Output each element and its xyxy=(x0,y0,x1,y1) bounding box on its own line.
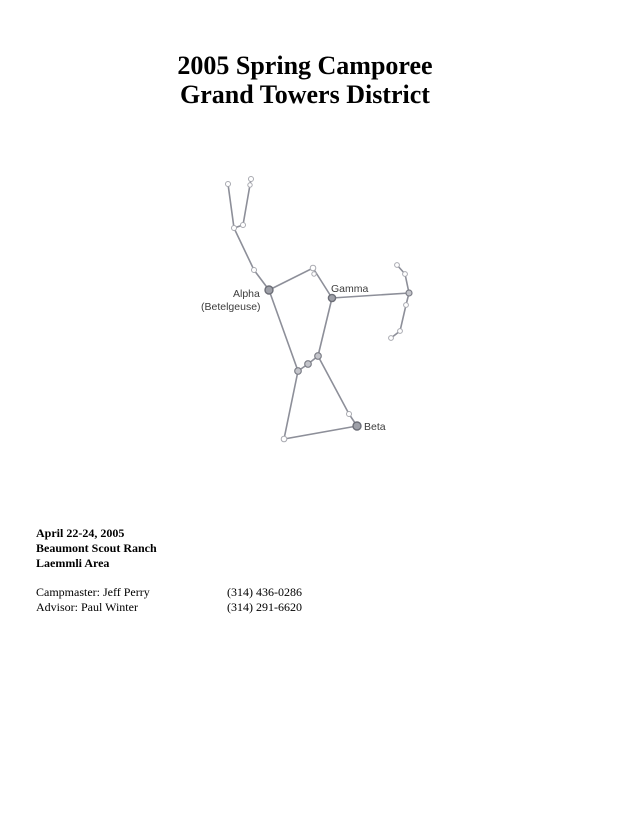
alpha-to-belt-line xyxy=(269,290,298,371)
alpha-sublabel: (Betelgeuse) xyxy=(201,301,261,313)
star xyxy=(389,336,394,341)
star xyxy=(232,226,237,231)
star xyxy=(249,177,254,182)
star xyxy=(347,412,352,417)
star xyxy=(248,183,252,187)
contact-row xyxy=(36,600,356,615)
event-info xyxy=(36,526,157,571)
page-title-line-2: Grand Towers District xyxy=(180,80,430,109)
star xyxy=(310,265,316,271)
belt-star xyxy=(315,353,322,360)
star xyxy=(252,268,257,273)
star xyxy=(312,272,316,276)
arm-to-alpha-line xyxy=(234,228,269,290)
star xyxy=(406,290,412,296)
star xyxy=(226,182,231,187)
gamma-to-belt-line xyxy=(318,298,332,356)
event-area: Laemmli Area xyxy=(36,556,110,570)
beta-star xyxy=(353,422,361,430)
alpha-star xyxy=(265,286,273,294)
contacts-list xyxy=(36,585,356,614)
contact-row xyxy=(36,585,356,600)
belt-star xyxy=(295,368,302,375)
page-title-line-1: 2005 Spring Camporee xyxy=(177,51,433,80)
star xyxy=(241,223,246,228)
gamma-label: Gamma xyxy=(331,283,369,295)
shoulders-line xyxy=(269,268,332,298)
beta-label: Beta xyxy=(364,421,386,433)
star xyxy=(281,436,287,442)
contact-label: Campmaster: Jeff Perry xyxy=(36,585,150,599)
belt-star xyxy=(305,361,312,368)
club-arm-line xyxy=(228,179,251,228)
star xyxy=(404,303,409,308)
contact-phone: (314) 291-6620 xyxy=(227,599,302,614)
alpha-label: Alpha xyxy=(233,288,260,300)
contact-phone: (314) 436-0286 xyxy=(227,585,302,599)
event-location: Beaumont Scout Ranch xyxy=(36,541,157,555)
event-dates: April 22-24, 2005 xyxy=(36,526,125,540)
star xyxy=(398,329,403,334)
gamma-star xyxy=(328,294,335,301)
legs-line xyxy=(284,371,357,439)
star xyxy=(403,272,408,277)
contact-label: Advisor: Paul Winter xyxy=(36,599,138,614)
star xyxy=(395,263,400,268)
